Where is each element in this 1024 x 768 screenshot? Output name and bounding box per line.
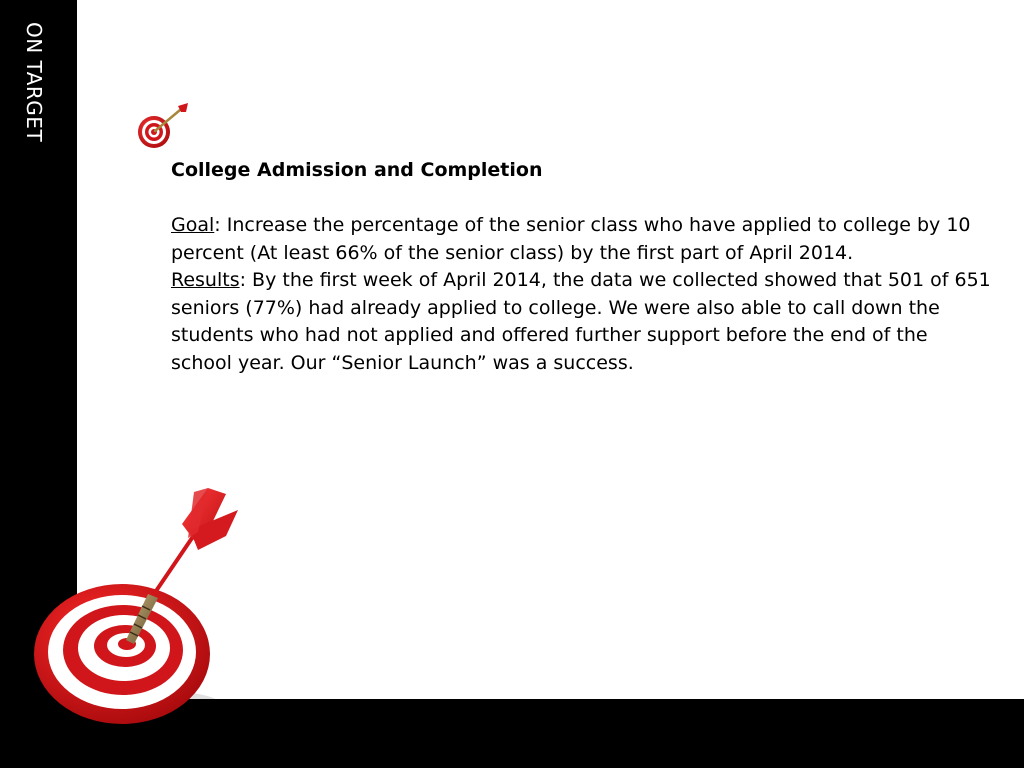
content-block (171, 157, 991, 377)
side-title: ON TARGET (22, 22, 46, 143)
goal-label: Goal (171, 214, 215, 236)
goal-text: : Increase the percentage of the senior class who have applied to college by 10 percent (At least 66% of the senior class) by the first part of April 2014. (171, 214, 971, 264)
dart-target-illustration (30, 484, 245, 726)
results-text: : By the first week of April 2014, the data we collected showed that 501 of 651 seniors (77%) had already applied to college. We were also able to call down the students who had not applied and offered further support before the end of the school year. Our “Senior Launch” was a success. (171, 269, 991, 374)
results-label: Results (171, 269, 240, 291)
section-heading: College Admission and Completion (171, 159, 543, 181)
dart-target-icon (134, 100, 190, 152)
goal-paragraph (171, 212, 991, 267)
results-paragraph (171, 267, 991, 377)
